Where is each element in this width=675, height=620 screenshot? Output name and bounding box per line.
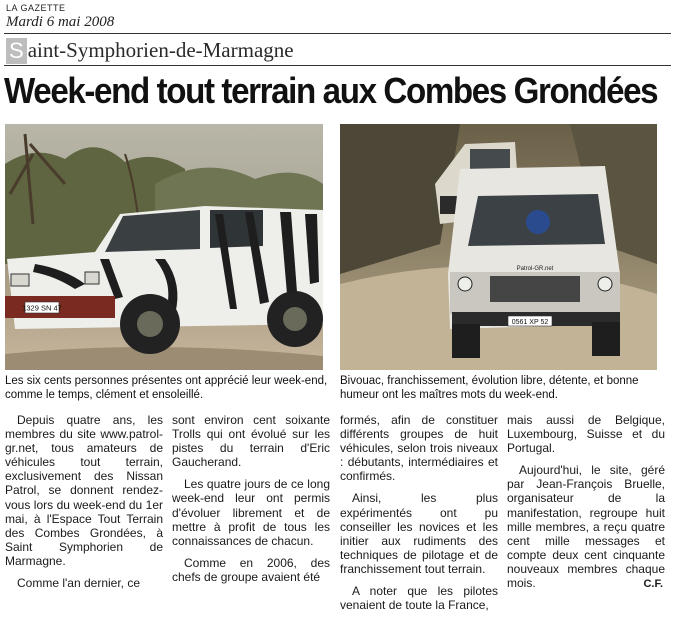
photo-caption-right: Bivouac, franchissement, évolution libre, détente, et bonne humeur ont les maîtres mots du week-end. [340,375,639,401]
author-signature: C.F. [643,578,663,590]
article-column-4 [507,413,665,598]
right-bonnet-text: Patrol-GR.net [516,266,554,272]
column-1-paragraph-1: Depuis quatre ans, les membres du site www.patrol-gr.net, tous amateurs de véhicules tout terrain, exclusivement des Nissan Patrol, se donnent rendez-vous lors du week-end du 1er mai, à l'Espace Tout Terrain des Combes Grondées, à Saint Symphorien de Marmagne. [5,413,163,568]
location-initial: S [6,38,27,64]
column-4-paragraph-1: mais aussi de Belgique, Luxembourg, Suisse et du Portugal. [507,413,665,456]
location-name: aint-Symphorien-de-Marmagne [27,38,294,62]
header-rule [4,33,671,34]
right-plate-text: 0561 XP 52 [511,319,549,326]
column-3-paragraph-2: Ainsi, les plus expérimentés ont pu conseiller les novices et les initier aux rudiments des techniques de pilotage et de franchissement tout terrain. [340,491,498,576]
article-column-1 [5,413,163,598]
column-3-paragraph-3: A noter que les pilotes venaient de toute la France, [340,584,498,613]
column-2-paragraph-2: Les quatre jours de ce long week-end leur ont permis d'évoluer librement et de mettre à profit de tous les connaissances de chacun. [172,477,330,548]
article-column-3 [340,413,498,620]
headline: Week-end tout terrain aux Combes Grondées [4,70,658,111]
column-2-paragraph-1: sont environ cent soixante Trolls qui ont évolué sur les pistes du terrain d'Eric Gaucherand. [172,413,330,470]
column-2-paragraph-3: Comme en 2006, des chefs de groupe avaient été [172,555,330,584]
column-3-paragraph-1: formés, afin de constituer différents groupes de huit véhicules, selon trois niveaux : débutants, intermédiaires et confirmés. [340,413,498,484]
left-plate-text: 1329 SN 47 [22,303,62,313]
location-heading [6,37,294,64]
photo-two-4x4s [340,124,657,370]
photo-caption-left: Les six cents personnes présentes ont apprécié leur week-end, comme le temps, clément et ensoleillé. [5,375,328,401]
publication-name: LA GAZETTE [6,3,66,13]
photo-zebra-4x4 [5,124,323,370]
issue-date: Mardi 6 mai 2008 [6,14,115,30]
column-4-paragraph-2: Aujourd'hui, le site, géré par Jean-François Bruelle, organisateur de la manifestation, regroupe huit mille membres, a reçu quatre cent mille messages et compte deux cent cinquante nouveaux membres chaque mois. [507,463,665,591]
photo-two-4x4s-illustration [340,124,657,370]
column-1-paragraph-2: Comme l'an dernier, ce [17,576,141,591]
article-column-2 [172,413,330,592]
photo-zebra-4x4-illustration [5,124,323,370]
